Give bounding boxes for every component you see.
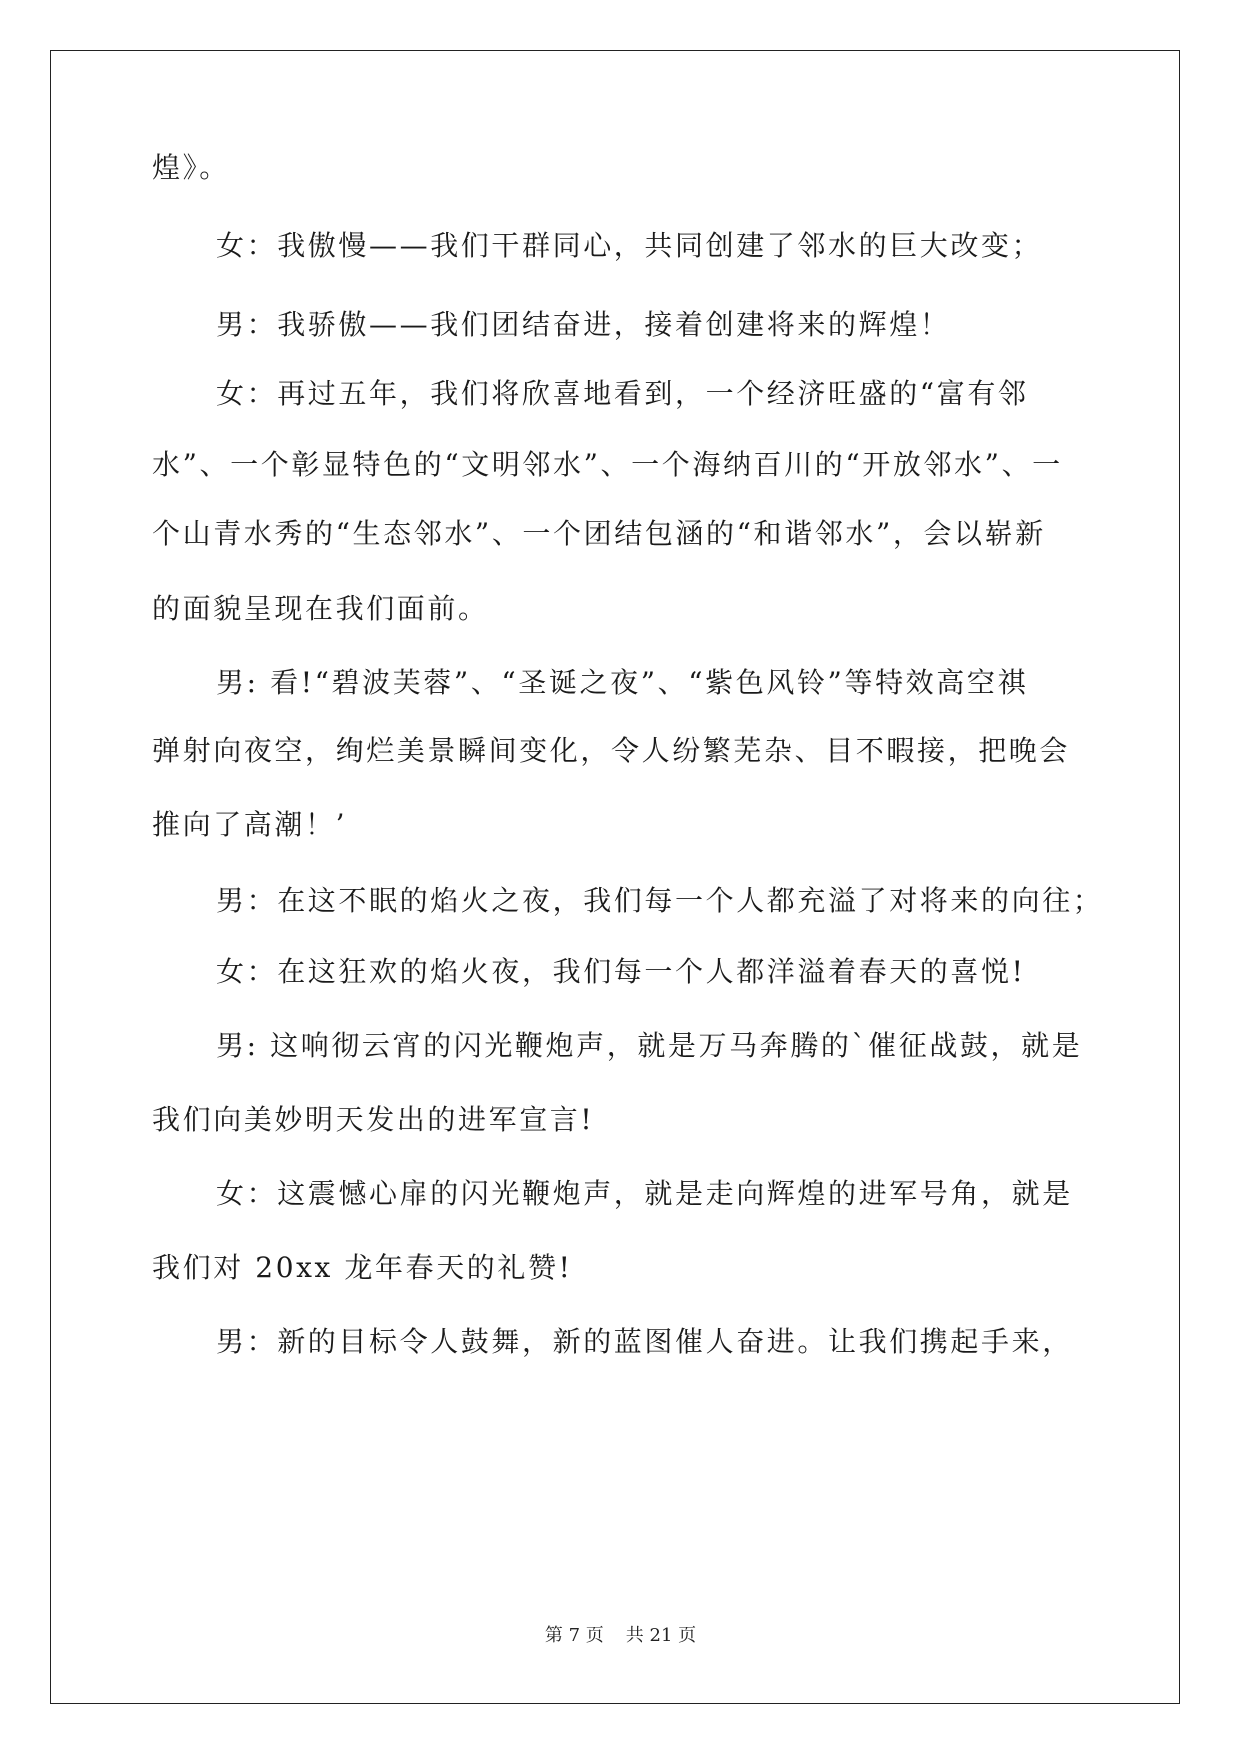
text-line: 个山青水秀的“生态邻水”、一个团结包涵的“和谐邻水”，会以崭新	[152, 517, 1046, 550]
text-line: 男: 这响彻云宵的闪光鞭炮声，就是万马奔腾的`催征战鼓，就是	[216, 1029, 1083, 1062]
text-line: 水”、一个彰显特色的“文明邻水”、一个海纳百川的“开放邻水”、一	[152, 448, 1063, 481]
text-line: 弹射向夜空，绚烂美景瞬间变化，令人纷繁芜杂、目不暇接，把晚会	[152, 734, 1071, 767]
text-line: 女：再过五年，我们将欣喜地看到，一个经济旺盛的“富有邻	[216, 377, 1029, 410]
page-footer	[0, 1624, 1241, 1648]
text-line: 男：新的目标令人鼓舞，新的蓝图催人奋进。让我们携起手来，	[216, 1325, 1073, 1358]
text-line: 煌》。	[152, 151, 230, 184]
text-line: 男: 看!“碧波芙蓉”、“圣诞之夜”、“紫色风铃”等特效高空祺	[216, 666, 1029, 699]
text-line: 男：我骄傲——我们团结奋进，接着创建将来的辉煌！	[216, 308, 951, 341]
text-line: 男：在这不眠的焰火之夜，我们每一个人都充溢了对将来的向往；	[216, 884, 1104, 917]
text-line: 女：这震憾心扉的闪光鞭炮声，就是走向辉煌的进军号角，就是	[216, 1177, 1073, 1210]
page-total: 共 21 页	[625, 1625, 697, 1646]
text-line: 的面貌呈现在我们面前。	[152, 592, 489, 625]
text-line: 女：在这狂欢的焰火夜，我们每一个人都洋溢着春天的喜悦!	[216, 955, 1026, 988]
page-number: 第 7 页	[544, 1625, 604, 1646]
text-line: 女：我傲慢——我们干群同心，共同创建了邻水的巨大改变；	[216, 229, 1043, 262]
text-line: 我们对 20xx 龙年春天的礼赞!	[152, 1251, 573, 1284]
text-line: 我们向美妙明天发出的进军宣言!	[152, 1103, 595, 1136]
page-border	[50, 50, 1180, 1704]
text-line: 推向了高潮！’	[152, 808, 348, 841]
